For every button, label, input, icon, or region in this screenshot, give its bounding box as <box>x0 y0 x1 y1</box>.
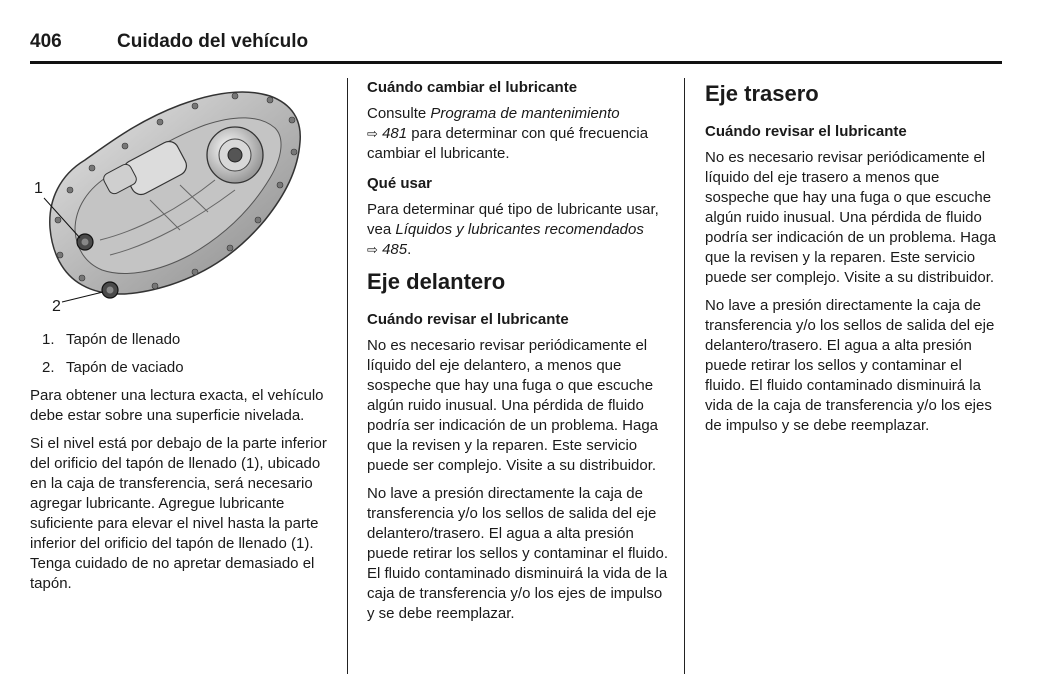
rear-wash-paragraph: No lave a presión directamente la caja de transferencia y/o los sellos de salida del eje delantero/trasero. El agua a alta presión puede retirar los sellos y contaminar el fluido. El fluido contaminado disminuirá la vida de la caja de transferencia y/o los ejes de impulso y se debe reemplazar. <box>705 297 995 434</box>
column-3 <box>705 78 1003 444</box>
column-divider-1 <box>347 78 348 674</box>
change-lubricant-paragraph <box>367 104 669 164</box>
fluids-lubricants-ref: Líquidos y lubricantes recomendados <box>395 221 644 238</box>
page-reference[interactable]: 481 <box>382 125 408 142</box>
fill-paragraph: Si el nivel está por debajo de la parte inferior del orificio del tapón de llenado (1), ubicado en la caja de transferencia, será necesario agregar lubricante. Agregue lubricante suficiente para elevar el nivel hasta la parte inferior del orificio del tapón de llenado (1). Tenga cuidado de no apretar demasiado el tapón. <box>30 435 327 592</box>
column-divider-2 <box>684 78 685 674</box>
rear-axle-heading: Eje trasero <box>705 81 819 106</box>
page-title: Cuidado del vehículo <box>117 31 309 52</box>
rear-check-heading: Cuándo revisar el lubricante <box>705 123 907 140</box>
legend-number: 1. <box>42 331 55 348</box>
page-reference-arrow-icon: ⇨ <box>367 126 378 141</box>
legend-item-fill-plug <box>30 330 335 350</box>
callout-2-leader <box>62 292 103 302</box>
what-to-use-paragraph <box>367 200 669 260</box>
rear-check-paragraph: No es necesario revisar periódicamente el líquido del eje trasero a menos que sospeche que hay una fuga o que escuche algún ruido inusual. Una pérdida de fluido podría ser indicación de un problema. Haga que la revisen y la reparen. Este servicio puede ser complejo. Visite a su distribuidor. <box>705 149 997 286</box>
callout-1-label: 1 <box>34 180 43 197</box>
front-wash-paragraph: No lave a presión directamente la caja de transferencia y/o los sellos de salida del eje delantero/trasero. El agua a alta presión puede retirar los sellos y contaminar el fluido. El fluido contaminado disminuirá la vida de la caja de transferencia y/o los ejes de impulso y se debe reemplazar. <box>367 485 668 622</box>
page-reference-arrow-icon: ⇨ <box>367 242 378 257</box>
front-check-heading: Cuándo revisar el lubricante <box>367 311 569 328</box>
legend-item-drain-plug <box>30 358 335 378</box>
text-run: para determinar con qué frecuencia cambiar el lubricante. <box>367 125 649 162</box>
text-run: Para determinar qué tipo de lubricante usar, vea <box>367 201 659 238</box>
page-reference[interactable]: 485 <box>382 241 408 258</box>
page-number: 406 <box>30 31 62 52</box>
column-1 <box>30 330 335 602</box>
front-check-paragraph: No es necesario revisar periódicamente el líquido del eje delantero, a menos que sospeche que hay una fuga o que escuche algún ruido inusual. Una pérdida de fluido podría ser indicación de un problema. Haga que la revisen y la reparen. Este servicio puede ser complejo. Visite a su distribuidor. <box>367 337 659 474</box>
front-axle-heading: Eje delantero <box>367 269 506 294</box>
callout-2-label: 2 <box>52 298 61 315</box>
header-divider <box>30 61 1002 64</box>
legend-number: 2. <box>42 359 55 376</box>
transfer-case-drawing <box>30 80 330 320</box>
text-run: Consulte <box>367 105 431 122</box>
what-to-use-heading: Qué usar <box>367 175 433 192</box>
maintenance-schedule-ref: Programa de mantenimiento <box>430 105 620 122</box>
change-lubricant-heading: Cuándo cambiar el lubricante <box>367 79 578 96</box>
text-run: . <box>407 241 412 258</box>
column-2 <box>367 78 669 632</box>
legend-text: Tapón de vaciado <box>66 359 184 376</box>
page-header <box>30 30 1002 64</box>
legend-text: Tapón de llenado <box>66 331 181 348</box>
level-paragraph: Para obtener una lectura exacta, el vehículo debe estar sobre una superficie nivelada. <box>30 387 324 424</box>
transfer-case-illustration <box>30 80 330 320</box>
